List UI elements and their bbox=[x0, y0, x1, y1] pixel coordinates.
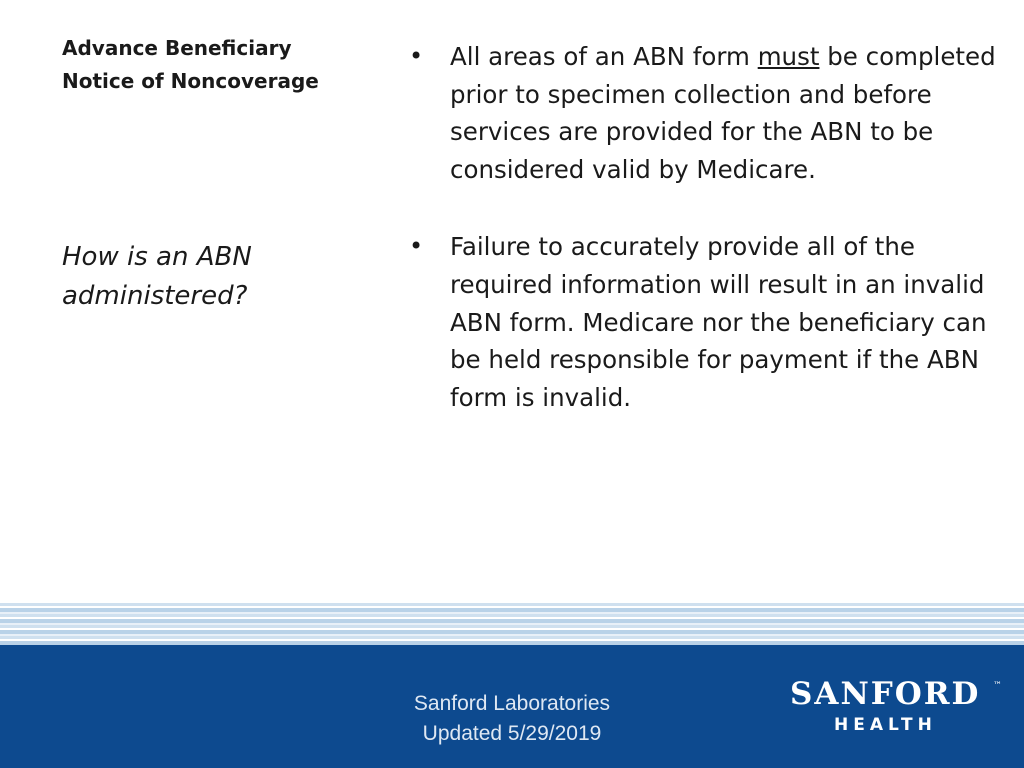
bullet-1-text-start: All areas of an ABN form bbox=[450, 42, 758, 71]
logo-subtitle: HEALTH bbox=[834, 715, 937, 735]
slide-title-line2: Notice of Noncoverage bbox=[62, 69, 319, 93]
logo-wordmark: SANFORD bbox=[790, 676, 981, 712]
bullet-list bbox=[405, 38, 1005, 456]
footer-caption bbox=[312, 689, 712, 749]
bullet-item-1 bbox=[405, 38, 1005, 188]
footer-org-name: Sanford Laboratories bbox=[413, 692, 611, 715]
sanford-health-logo bbox=[790, 677, 1010, 737]
bullet-1-emphasis: must bbox=[757, 42, 820, 71]
slide-question-line2: administered? bbox=[62, 281, 248, 311]
slide-title bbox=[62, 32, 362, 98]
bullet-item-2 bbox=[405, 228, 1005, 416]
slide-question-line1: How is an ABN bbox=[62, 242, 252, 272]
bullet-icon: • bbox=[409, 232, 424, 261]
bullet-1-text-end: be completed prior to specimen collection and before services are provided for the ABN to be considered valid by Medicare. bbox=[450, 42, 996, 184]
bullet-icon: • bbox=[409, 42, 424, 70]
footer bbox=[0, 645, 1024, 768]
footer-updated-date: Updated 5/29/2019 bbox=[422, 722, 602, 745]
bullet-2-text: Failure to accurately provide all of the required information will result in an invalid ABN form. Medicare nor the beneficiary can be held responsible for payment if the ABN form is invalid. bbox=[450, 232, 987, 412]
footer-stripe-divider bbox=[0, 603, 1024, 645]
slide-question bbox=[62, 238, 362, 316]
slide-title-line1: Advance Beneficiary bbox=[62, 36, 292, 60]
logo-trademark: ™ bbox=[993, 681, 1002, 691]
